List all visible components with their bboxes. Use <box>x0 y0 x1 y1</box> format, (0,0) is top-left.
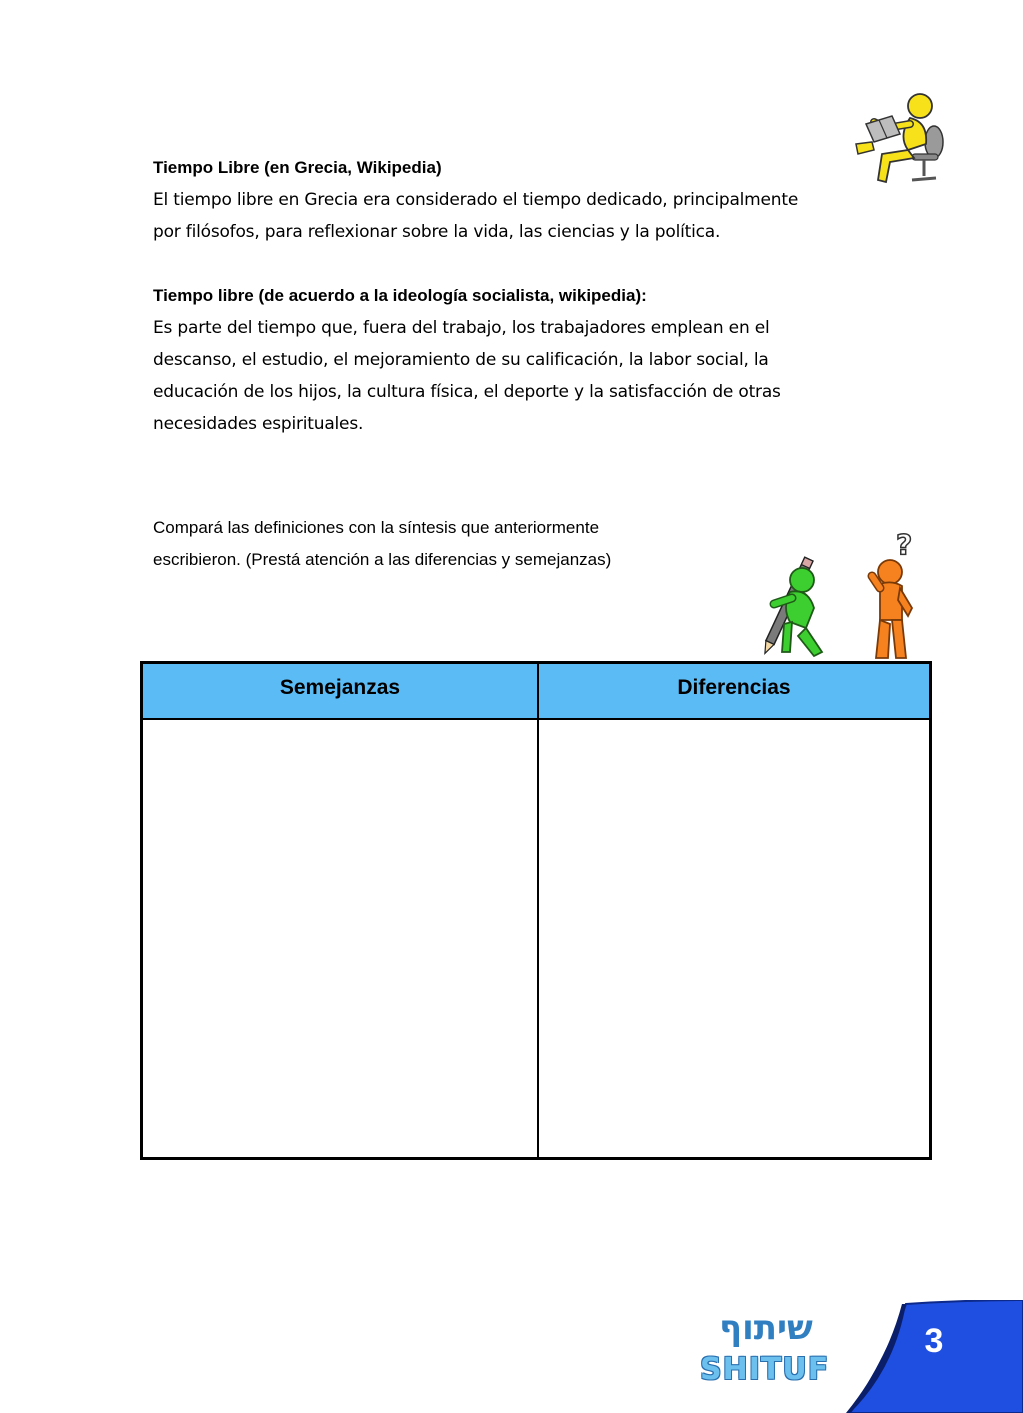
instruction-text <box>153 512 733 576</box>
logo-hebrew-text: שיתוף <box>719 1308 813 1348</box>
diferencias-cell[interactable] <box>539 720 929 1157</box>
comparison-table <box>140 661 932 1160</box>
paragraph-line: necesidades espirituales. <box>153 414 364 434</box>
section-paragraph <box>153 312 913 440</box>
person-reading-icon <box>852 92 948 188</box>
section-paragraph <box>153 184 913 248</box>
column-header-diferencias: Diferencias <box>677 676 791 699</box>
logo-latin-text: SHITUF <box>700 1352 830 1387</box>
page-number: 3 <box>924 1322 944 1360</box>
shituf-logo <box>700 1308 830 1392</box>
semejanzas-cell[interactable] <box>143 720 537 1157</box>
question-mark-icon: ? <box>896 528 913 561</box>
column-header-semejanzas: Semejanzas <box>279 676 401 699</box>
person-thinking-icon <box>862 528 924 664</box>
section-socialist <box>153 280 913 440</box>
section-heading: Tiempo Libre (en Grecia, Wikipedia) <box>153 158 442 177</box>
instruction-line: escribieron. (Prestá atención a las diferencias y semejanzas) <box>153 550 612 569</box>
paragraph-line: Es parte del tiempo que, fuera del trabajo, los trabajadores emplean en el <box>153 318 770 338</box>
section-heading: Tiempo libre (de acuerdo a la ideología socialista, wikipedia): <box>153 286 647 305</box>
person-with-pencil-icon <box>746 552 828 662</box>
paragraph-line: por filósofos, para reflexionar sobre la vida, las ciencias y la política. <box>153 222 721 242</box>
paragraph-line: descanso, el estudio, el mejoramiento de su calificación, la labor social, la <box>153 350 769 370</box>
paragraph-line: El tiempo libre en Grecia era considerado el tiempo dedicado, principalmente <box>153 190 799 210</box>
instruction-line: Compará las definiciones con la síntesis que anteriormente <box>153 518 600 537</box>
section-greece <box>153 152 913 248</box>
paragraph-line: educación de los hijos, la cultura física, el deporte y la satisfacción de otras <box>153 382 781 402</box>
